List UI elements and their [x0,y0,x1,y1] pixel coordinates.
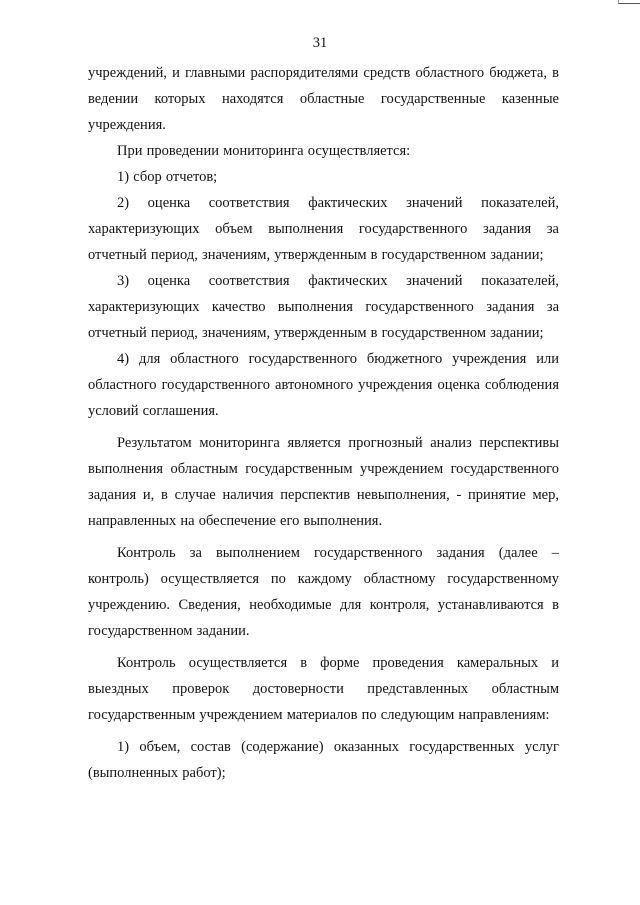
paragraph-continuation: учреждений, и главными распорядителями средств областного бюджета, в ведении которых находятся областные государственные казенные учреждения. [88,65,559,133]
paragraph-monitoring-intro: При проведении мониторинга осуществляется: [117,143,411,159]
paragraph-monitoring-result: Результатом мониторинга является прогнозный анализ перспективы выполнения областным государственным учреждением государственного задания и, в случае наличия перспектив невыполнения, - принятие мер, направленных на обеспечение его выполнения. [88,435,559,529]
list-item-4-agreement-compliance: 4) для областного государственного бюджетного учреждения или областного государственного автономного учреждения оценка соблюдения условий соглашения. [88,351,559,419]
page-number: 31 [312,35,328,51]
paragraph-control-definition: Контроль за выполнением государственного задания (далее – контроль) осуществляется по каждому областному государственному учреждению. Сведения, необходимые для контроля, устанавливаются в государственном задании. [88,545,559,639]
list-item-2-volume-assessment: 2) оценка соответствия фактических значений показателей, характеризующих объем выполнения государственного задания за отчетный период, значениям, утвержденным в государственном задании; [88,195,559,263]
list-item-1-volume-composition: 1) объем, состав (содержание) оказанных государственных услуг (выполненных работ); [88,739,559,781]
list-item-1-reports: 1) сбор отчетов; [117,169,218,185]
page-corner-mark [618,0,640,4]
paragraph-control-form: Контроль осуществляется в форме проведения камеральных и выездных проверок достоверности представленных областным государственным учреждением материалов по следующим направлениям: [88,655,559,723]
document-body [88,60,559,786]
list-item-3-quality-assessment: 3) оценка соответствия фактических значений показателей, характеризующих качество выполнения государственного задания за отчетный период, значениям, утвержденным в государственном задании; [88,273,559,341]
